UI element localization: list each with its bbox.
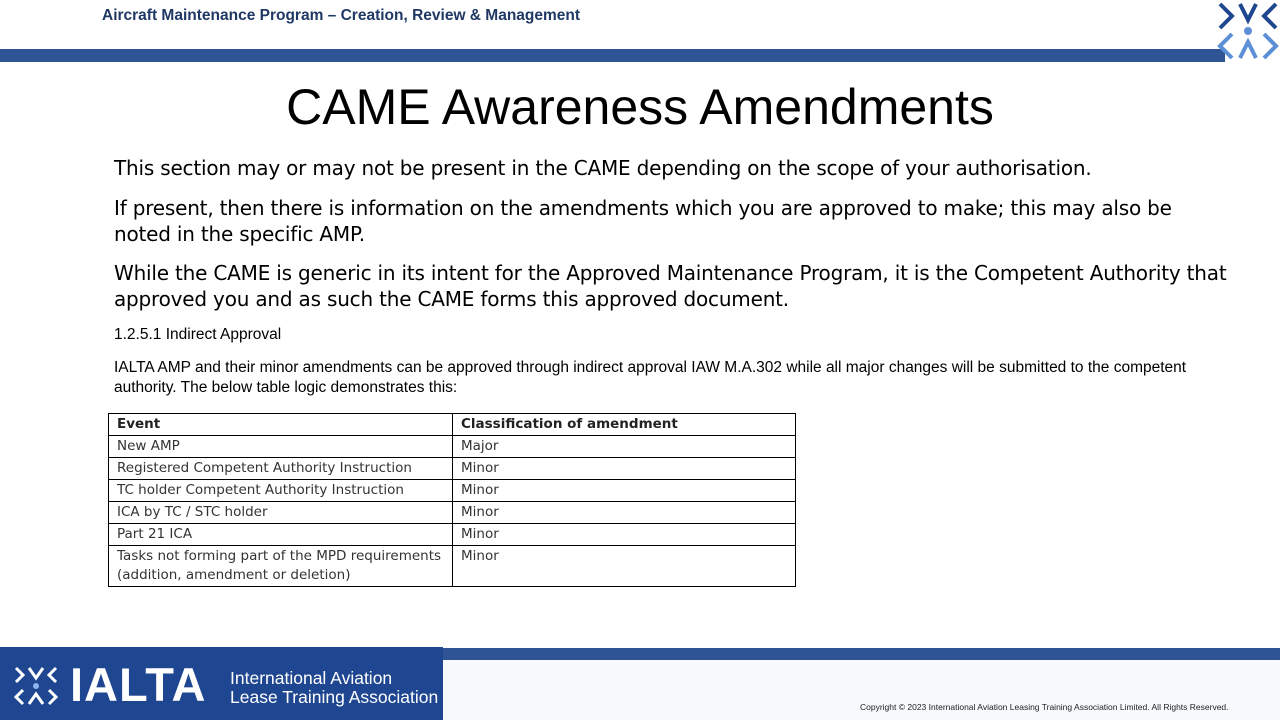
amendment-table: [108, 413, 796, 587]
ialta-brand-footer: [0, 647, 443, 720]
copyright-text: Copyright © 2023 International Aviation Leasing Training Association Limited. All Rights Reserved.: [860, 702, 1229, 712]
event-cell: Registered Competent Authority Instruction: [109, 458, 453, 480]
header-title: Aircraft Maintenance Program – Creation, Review & Management: [102, 7, 581, 24]
paragraph-amendments: If present, then there is information on the amendments which you are approved to make; this may also be noted in the specific AMP.: [114, 196, 1172, 246]
classification-cell: Minor: [453, 524, 796, 546]
table-row: [109, 502, 796, 524]
section-text: IALTA AMP and their minor amendments can be approved through indirect approval IAW M.A.302 while all major changes will be submitted to the competent authority. The below table logic demonstrates this:: [114, 359, 1187, 396]
slide-title: CAME Awareness Amendments: [286, 79, 994, 135]
paragraph-scope: This section may or may not be present in the CAME depending on the scope of your authorisation.: [114, 156, 1092, 180]
section-heading: 1.2.5.1 Indirect Approval: [114, 326, 282, 343]
brand-name: IALTA: [70, 658, 207, 711]
header-band: [0, 49, 1225, 62]
classification-cell: Minor: [453, 480, 796, 502]
paragraph-competent-authority: While the CAME is generic in its intent for the Approved Maintenance Program, it is the Competent Authority that approved you and as such the CAME forms this approved document.: [114, 261, 1227, 311]
column-header-classification: Classification of amendment: [453, 414, 796, 436]
brand-subtitle: [230, 669, 442, 707]
table-row: [109, 436, 796, 458]
event-cell: New AMP: [109, 436, 453, 458]
brand-subtitle-line-2: Lease Training Association: [230, 687, 439, 707]
event-cell: TC holder Competent Authority Instruction: [109, 480, 453, 502]
brand-subtitle-line-1: International Aviation: [230, 668, 393, 688]
ialta-brand-icon: [14, 666, 58, 706]
ialta-logo-icon: [1216, 0, 1280, 62]
column-header-event: Event: [109, 414, 453, 436]
classification-cell: Minor: [453, 458, 796, 480]
classification-cell: Minor: [453, 502, 796, 524]
classification-cell: Major: [453, 436, 796, 458]
classification-cell: Minor: [453, 546, 796, 587]
table-row: [109, 524, 796, 546]
table-row: [109, 480, 796, 502]
event-cell: ICA by TC / STC holder: [109, 502, 453, 524]
table-header-row: [109, 414, 796, 436]
event-cell: Tasks not forming part of the MPD requirements (addition, amendment or deletion): [109, 546, 453, 587]
footer-band: [443, 648, 1280, 660]
event-cell: Part 21 ICA: [109, 524, 453, 546]
table-row: [109, 458, 796, 480]
table-row: [109, 546, 796, 587]
